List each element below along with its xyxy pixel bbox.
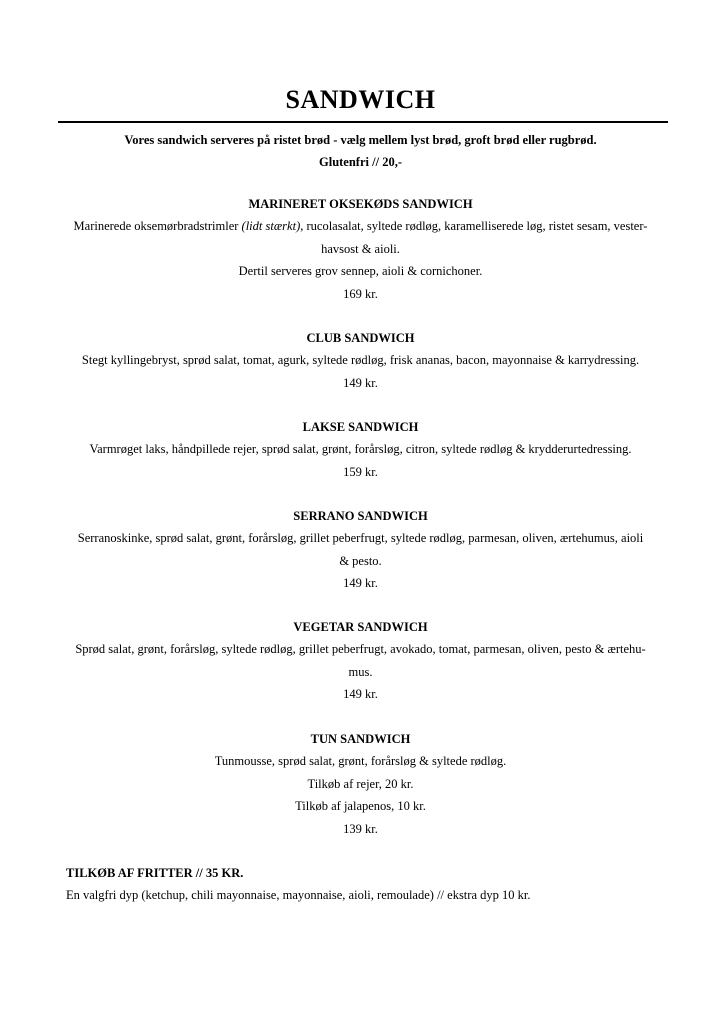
menu-item-serrano bbox=[50, 505, 671, 595]
item-name: MARINERET OKSEKØDS SANDWICH bbox=[248, 197, 473, 211]
menu-item-vegetar bbox=[50, 616, 671, 706]
intro-line-1: Vores sandwich serveres på ristet brød - vælg mellem lyst brød, groft brød eller rugbrød. bbox=[124, 133, 597, 147]
item-price: 149 kr. bbox=[343, 375, 378, 390]
item-description-part: Marinerede oksemørbradstrimler bbox=[73, 219, 242, 234]
item-description bbox=[50, 215, 671, 237]
item-name: SERRANO SANDWICH bbox=[293, 509, 428, 523]
item-price: 149 kr. bbox=[343, 576, 378, 591]
item-description: Tunmousse, sprød salat, grønt, forårsløg & syltede rødløg. bbox=[214, 754, 507, 769]
menu-item-club bbox=[50, 327, 671, 394]
item-description: Serranoskinke, sprød salat, grønt, forårsløg, grillet peberfrugt, syltede rødløg, parmesan, oliven, ærtehumus, aioli bbox=[77, 531, 644, 546]
item-name: LAKSE SANDWICH bbox=[302, 420, 419, 434]
intro-line-2: Glutenfri // 20,- bbox=[319, 155, 402, 169]
item-description: Varmrøget laks, håndpillede rejer, sprød salat, grønt, forårsløg, citron, syltede rødløg & krydderurtedressing. bbox=[89, 442, 632, 457]
item-extra: Dertil serveres grov sennep, aioli & cornichoner. bbox=[238, 264, 483, 279]
item-description-italic: (lidt stærkt) bbox=[241, 219, 301, 234]
menu-item-tun bbox=[50, 728, 671, 840]
item-description: Stegt kyllingebryst, sprød salat, tomat, agurk, syltede rødløg, frisk ananas, bacon, mayonnaise & karrydressing. bbox=[81, 353, 640, 368]
title-divider bbox=[58, 121, 668, 123]
item-price: 149 kr. bbox=[343, 687, 378, 702]
item-description-line-2: & pesto. bbox=[339, 553, 382, 568]
item-addon: Tilkøb af rejer, 20 kr. bbox=[307, 776, 414, 791]
item-description-line-2: havsost & aioli. bbox=[321, 241, 400, 256]
item-name: CLUB SANDWICH bbox=[306, 331, 415, 345]
menu-item-lakse bbox=[50, 416, 671, 483]
menu-item-marineret bbox=[50, 193, 671, 305]
item-description-line-2: mus. bbox=[348, 664, 373, 679]
item-price: 169 kr. bbox=[343, 286, 378, 301]
fries-addon-description: En valgfri dyp (ketchup, chili mayonnaise, mayonnaise, aioli, remoulade) // ekstra dyp 10 kr. bbox=[66, 888, 531, 902]
intro-text bbox=[40, 129, 681, 173]
item-name: TUN SANDWICH bbox=[310, 732, 411, 746]
item-name: VEGETAR SANDWICH bbox=[293, 620, 428, 634]
fries-addon-title: TILKØB AF FRITTER // 35 KR. bbox=[66, 866, 244, 880]
item-price: 139 kr. bbox=[343, 821, 378, 836]
item-description: Sprød salat, grønt, forårsløg, syltede rødløg, grillet peberfrugt, avokado, tomat, parmesan, oliven, pesto & ærtehu- bbox=[75, 642, 646, 657]
item-addon: Tilkøb af jalapenos, 10 kr. bbox=[295, 799, 426, 814]
item-description-part: , rucolasalat, syltede rødløg, karamelliserede løg, ristet sesam, vester- bbox=[300, 219, 648, 234]
item-price: 159 kr. bbox=[343, 464, 378, 479]
page-title: SANDWICH bbox=[285, 85, 436, 114]
fries-addon bbox=[66, 862, 686, 906]
